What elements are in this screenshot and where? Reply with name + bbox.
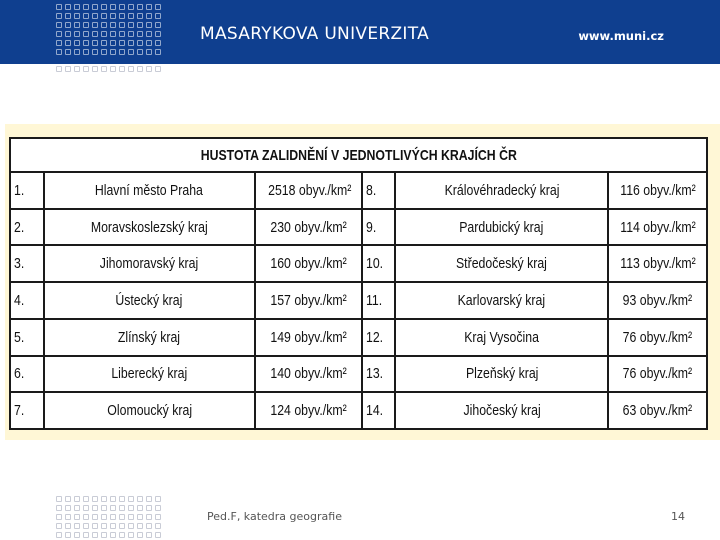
table-row xyxy=(10,172,707,209)
density-cell: 160 obyv./km² xyxy=(255,245,362,282)
table-row xyxy=(10,319,707,356)
region-cell: Kraj Vysočina xyxy=(395,319,608,356)
dot xyxy=(74,523,80,529)
dot xyxy=(56,4,62,10)
dot xyxy=(74,532,80,538)
density-cell: 230 obyv./km² xyxy=(255,209,362,246)
dot xyxy=(146,532,152,538)
rank-cell: 12. xyxy=(362,319,396,356)
dot xyxy=(110,49,116,55)
dot xyxy=(155,514,161,520)
dot xyxy=(155,523,161,529)
dot xyxy=(119,505,125,511)
rank-cell: 3. xyxy=(10,245,44,282)
dot xyxy=(137,496,143,502)
table-row xyxy=(10,282,707,319)
dot xyxy=(110,532,116,538)
dot xyxy=(65,66,71,72)
dot xyxy=(92,22,98,28)
dot xyxy=(65,514,71,520)
dot xyxy=(56,22,62,28)
dot xyxy=(65,523,71,529)
dot xyxy=(101,13,107,19)
dot xyxy=(92,66,98,72)
dot xyxy=(101,49,107,55)
rank-cell: 6. xyxy=(10,356,44,393)
dot xyxy=(155,13,161,19)
dot xyxy=(110,523,116,529)
dot xyxy=(110,496,116,502)
table-row xyxy=(10,209,707,246)
dot xyxy=(137,40,143,46)
dot xyxy=(119,496,125,502)
dot xyxy=(119,40,125,46)
dot xyxy=(83,13,89,19)
dot xyxy=(65,496,71,502)
dot xyxy=(119,49,125,55)
dot xyxy=(65,31,71,37)
dot xyxy=(74,31,80,37)
dot xyxy=(101,514,107,520)
dot xyxy=(155,66,161,72)
dot xyxy=(83,40,89,46)
table-row xyxy=(10,392,707,429)
rank-cell: 9. xyxy=(362,209,396,246)
dot xyxy=(92,523,98,529)
dot-pattern-decoration xyxy=(56,66,161,72)
dot xyxy=(74,66,80,72)
dot xyxy=(128,532,134,538)
dot xyxy=(56,523,62,529)
dot xyxy=(128,31,134,37)
region-cell: Královéhradecký kraj xyxy=(395,172,608,209)
density-cell: 140 obyv./km² xyxy=(255,356,362,393)
dot xyxy=(155,505,161,511)
dot xyxy=(155,496,161,502)
dot xyxy=(56,496,62,502)
dot xyxy=(137,523,143,529)
dot xyxy=(146,514,152,520)
dot xyxy=(119,66,125,72)
region-cell: Liberecký kraj xyxy=(44,356,255,393)
dot xyxy=(92,31,98,37)
dot xyxy=(56,40,62,46)
rank-cell: 7. xyxy=(10,392,44,429)
dot xyxy=(110,31,116,37)
footer-department: Ped.F, katedra geografie xyxy=(207,510,342,523)
density-table-panel xyxy=(5,124,720,440)
university-url: www.muni.cz xyxy=(578,29,664,43)
dot xyxy=(56,13,62,19)
dot xyxy=(92,13,98,19)
dot xyxy=(155,22,161,28)
dot xyxy=(119,523,125,529)
region-cell: Plzeňský kraj xyxy=(395,356,608,393)
dot xyxy=(101,532,107,538)
dot xyxy=(74,496,80,502)
density-cell: 2518 obyv./km² xyxy=(255,172,362,209)
dot xyxy=(74,22,80,28)
dot xyxy=(83,532,89,538)
dot xyxy=(83,505,89,511)
dot xyxy=(65,40,71,46)
region-cell: Zlínský kraj xyxy=(44,319,255,356)
density-cell: 76 obyv./km² xyxy=(608,319,707,356)
dot xyxy=(56,31,62,37)
dot xyxy=(92,40,98,46)
dot xyxy=(137,505,143,511)
dot xyxy=(128,49,134,55)
rank-cell: 2. xyxy=(10,209,44,246)
dot xyxy=(128,40,134,46)
density-cell: 124 obyv./km² xyxy=(255,392,362,429)
dot xyxy=(74,13,80,19)
dot-pattern-decoration xyxy=(56,4,161,55)
dot xyxy=(101,40,107,46)
region-cell: Jihočeský kraj xyxy=(395,392,608,429)
dot xyxy=(83,496,89,502)
dot xyxy=(155,31,161,37)
dot xyxy=(65,22,71,28)
university-name: MASARYKOVA UNIVERZITA xyxy=(200,24,430,44)
dot xyxy=(137,22,143,28)
dot xyxy=(137,4,143,10)
dot xyxy=(101,31,107,37)
dot xyxy=(110,66,116,72)
table-row xyxy=(10,245,707,282)
dot xyxy=(137,31,143,37)
dot xyxy=(137,49,143,55)
density-cell: 116 obyv./km² xyxy=(608,172,707,209)
dot xyxy=(137,66,143,72)
dot xyxy=(65,49,71,55)
table-title: HUSTOTA ZALIDNĚNÍ V JEDNOTLIVÝCH KRAJÍCH ČR xyxy=(10,138,707,172)
region-cell: Pardubický kraj xyxy=(395,209,608,246)
dot xyxy=(74,505,80,511)
dot xyxy=(146,49,152,55)
dot xyxy=(155,532,161,538)
region-cell: Ústecký kraj xyxy=(44,282,255,319)
dot xyxy=(128,22,134,28)
dot xyxy=(74,4,80,10)
dot xyxy=(92,4,98,10)
dot xyxy=(146,66,152,72)
dot xyxy=(83,523,89,529)
rank-cell: 11. xyxy=(362,282,396,319)
dot xyxy=(56,532,62,538)
page-number: 14 xyxy=(671,510,685,523)
region-cell: Jihomoravský kraj xyxy=(44,245,255,282)
density-cell: 114 obyv./km² xyxy=(608,209,707,246)
region-cell: Moravskoslezský kraj xyxy=(44,209,255,246)
density-cell: 113 obyv./km² xyxy=(608,245,707,282)
dot xyxy=(83,4,89,10)
dot xyxy=(83,49,89,55)
dot xyxy=(146,40,152,46)
dot xyxy=(119,13,125,19)
dot xyxy=(101,523,107,529)
dot xyxy=(137,13,143,19)
dot xyxy=(128,505,134,511)
dot xyxy=(65,532,71,538)
dot xyxy=(146,22,152,28)
density-cell: 149 obyv./km² xyxy=(255,319,362,356)
dot xyxy=(146,13,152,19)
density-cell: 63 obyv./km² xyxy=(608,392,707,429)
dot xyxy=(110,514,116,520)
dot xyxy=(119,514,125,520)
dot xyxy=(65,13,71,19)
dot xyxy=(101,505,107,511)
rank-cell: 10. xyxy=(362,245,396,282)
table-row xyxy=(10,356,707,393)
header-band xyxy=(0,0,720,64)
region-cell: Středočeský kraj xyxy=(395,245,608,282)
dot xyxy=(146,505,152,511)
rank-cell: 8. xyxy=(362,172,396,209)
dot xyxy=(128,523,134,529)
dot xyxy=(137,514,143,520)
dot xyxy=(146,523,152,529)
dot xyxy=(56,49,62,55)
dot xyxy=(56,514,62,520)
dot xyxy=(110,4,116,10)
dot xyxy=(110,22,116,28)
dot xyxy=(101,496,107,502)
dot xyxy=(119,532,125,538)
rank-cell: 1. xyxy=(10,172,44,209)
dot xyxy=(110,505,116,511)
density-cell: 157 obyv./km² xyxy=(255,282,362,319)
dot xyxy=(65,4,71,10)
dot xyxy=(119,22,125,28)
region-cell: Hlavní město Praha xyxy=(44,172,255,209)
dot xyxy=(56,505,62,511)
dot xyxy=(128,4,134,10)
dot xyxy=(146,496,152,502)
rank-cell: 14. xyxy=(362,392,396,429)
dot xyxy=(92,505,98,511)
dot-pattern-decoration xyxy=(56,496,161,538)
dot xyxy=(74,49,80,55)
dot xyxy=(155,40,161,46)
dot xyxy=(56,66,62,72)
dot xyxy=(128,514,134,520)
dot xyxy=(128,66,134,72)
dot xyxy=(155,4,161,10)
dot xyxy=(128,496,134,502)
dot xyxy=(101,66,107,72)
population-density-table xyxy=(9,137,708,430)
dot xyxy=(83,31,89,37)
dot xyxy=(92,514,98,520)
dot xyxy=(83,514,89,520)
dot xyxy=(83,22,89,28)
dot xyxy=(92,496,98,502)
dot xyxy=(65,505,71,511)
dot xyxy=(101,4,107,10)
rank-cell: 4. xyxy=(10,282,44,319)
region-cell: Olomoucký kraj xyxy=(44,392,255,429)
dot xyxy=(128,13,134,19)
dot xyxy=(137,532,143,538)
density-cell: 93 obyv./km² xyxy=(608,282,707,319)
rank-cell: 5. xyxy=(10,319,44,356)
dot xyxy=(92,49,98,55)
dot xyxy=(119,4,125,10)
dot xyxy=(74,40,80,46)
dot xyxy=(146,4,152,10)
dot xyxy=(110,13,116,19)
dot xyxy=(83,66,89,72)
dot xyxy=(74,514,80,520)
dot xyxy=(110,40,116,46)
dot xyxy=(101,22,107,28)
density-cell: 76 obyv./km² xyxy=(608,356,707,393)
region-cell: Karlovarský kraj xyxy=(395,282,608,319)
dot xyxy=(155,49,161,55)
dot xyxy=(146,31,152,37)
rank-cell: 13. xyxy=(362,356,396,393)
dot xyxy=(119,31,125,37)
dot xyxy=(92,532,98,538)
